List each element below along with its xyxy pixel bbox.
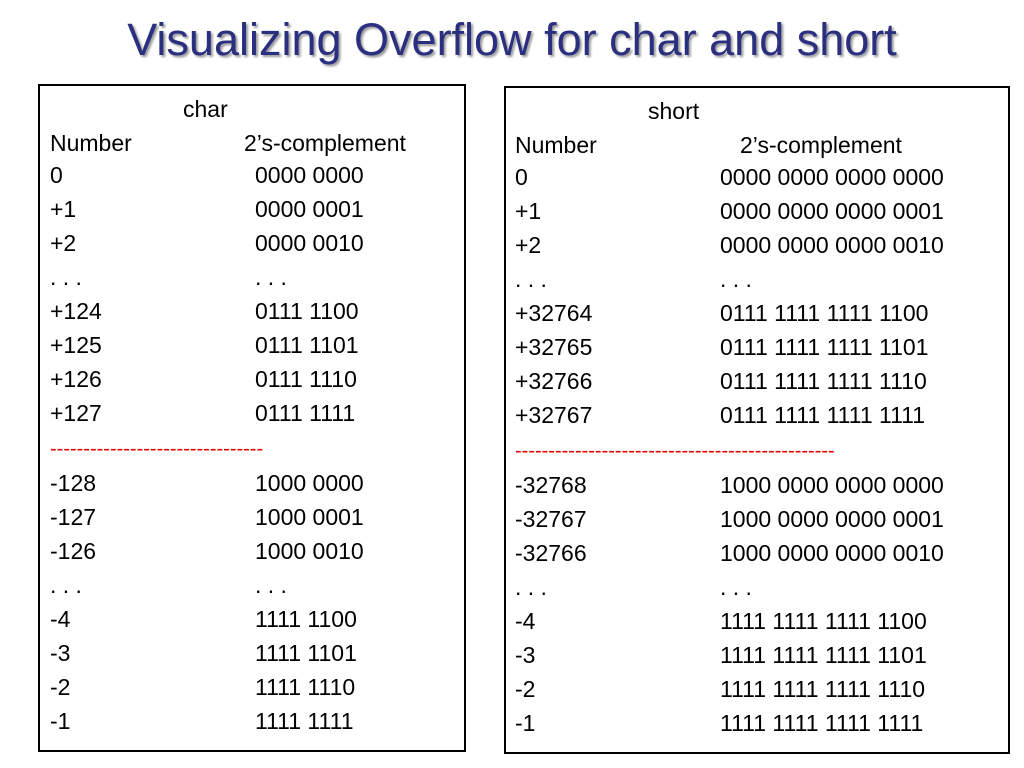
short-row [506,707,1008,741]
short-row [506,673,1008,707]
short-number-cell: -3 [515,642,536,668]
short-number-cell: 0 [515,164,528,190]
short-bits-cell: 0000 0000 0000 0001 [720,198,944,224]
char-number-cell: -128 [50,470,97,496]
char-bits-cell: 1111 1110 [255,674,356,700]
char-overflow-separator: -------------------------------- [50,438,264,460]
char-bits-cell: 0000 0001 [255,196,364,222]
short-row [506,263,1008,297]
short-bits-cell: . . . [720,574,752,600]
short-bits-cell: . . . [720,266,752,292]
char-row [40,261,464,295]
short-row [506,161,1008,195]
short-bits-cell: 0000 0000 0000 0010 [720,232,944,258]
short-bits-cell: 1000 0000 0000 0000 [720,472,944,498]
char-number-cell: -4 [50,606,71,632]
char-number-cell: +125 [50,332,102,358]
char-row [40,467,464,501]
char-number-cell: -126 [50,538,97,564]
short-row [506,331,1008,365]
short-row [506,537,1008,571]
char-bits-cell: 0000 0010 [255,230,364,256]
short-row [506,639,1008,673]
char-number-cell: -2 [50,674,71,700]
char-row [40,535,464,569]
short-row [506,365,1008,399]
short-number-header: Number [515,132,597,158]
short-row [506,229,1008,263]
short-bits-cell: 0111 1111 1111 1100 [720,300,929,326]
char-number-header: Number [50,130,132,156]
char-row [40,569,464,603]
short-number-cell: +32764 [515,300,593,326]
char-row [40,637,464,671]
char-number-cell: . . . [50,264,82,290]
char-row [40,193,464,227]
char-bits-cell: 1111 1101 [255,640,357,666]
char-bits-header: 2’s-complement [244,130,406,156]
char-table-panel [38,84,466,752]
char-row [40,363,464,397]
char-bits-cell: 0111 1101 [255,332,359,358]
char-bits-cell: 1000 0010 [255,538,364,564]
char-number-cell: -1 [50,708,71,734]
short-number-cell: +2 [515,232,542,258]
slide-title: Visualizing Overflow for char and short [127,14,897,65]
char-row [40,159,464,193]
short-bits-cell: 1111 1111 1111 1111 [720,710,924,736]
char-number-cell: +124 [50,298,102,324]
short-bits-cell: 1000 0000 0000 0001 [720,506,944,532]
short-type-label: short [648,98,700,124]
short-bits-cell: 0111 1111 1111 1111 [720,402,926,428]
short-bits-cell: 1111 1111 1111 1100 [720,608,927,634]
char-number-cell: +1 [50,196,77,222]
short-row [506,297,1008,331]
short-row [506,195,1008,229]
char-number-cell: +126 [50,366,102,392]
short-negative-rows [506,469,1008,741]
short-row [506,605,1008,639]
char-bits-cell: 1000 0000 [255,470,364,496]
short-number-cell: +32767 [515,402,593,428]
short-row [506,571,1008,605]
char-row [40,227,464,261]
char-type-label: char [183,96,228,122]
char-row [40,397,464,431]
char-bits-cell: 0000 0000 [255,162,364,188]
short-number-cell: -32766 [515,540,587,566]
short-number-cell: -32768 [515,472,587,498]
short-number-cell: . . . [515,574,547,600]
short-bits-cell: 1000 0000 0000 0010 [720,540,944,566]
short-row [506,399,1008,433]
short-number-cell: -2 [515,676,536,702]
char-bits-cell: . . . [255,264,287,290]
short-number-cell: -4 [515,608,536,634]
char-negative-rows [40,467,464,739]
short-number-cell: -32767 [515,506,587,532]
char-row [40,671,464,705]
char-bits-cell: 0111 1111 [255,400,356,426]
short-bits-cell: 0111 1111 1111 1110 [720,368,927,394]
short-number-cell: +32766 [515,368,593,394]
char-number-cell: +2 [50,230,77,256]
short-number-cell: . . . [515,266,547,292]
char-row [40,329,464,363]
short-row [506,503,1008,537]
char-bits-cell: 1111 1100 [255,606,357,632]
char-row [40,295,464,329]
char-row [40,603,464,637]
short-overflow-separator: ------------------------------------------------ [515,440,835,462]
char-number-cell: . . . [50,572,82,598]
short-positive-rows [506,161,1008,433]
char-row [40,501,464,535]
char-number-cell: -127 [50,504,97,530]
short-bits-cell: 1111 1111 1111 1101 [720,642,927,668]
char-positive-rows [40,159,464,431]
char-bits-cell: 0111 1110 [255,366,357,392]
short-row [506,469,1008,503]
short-table-panel [504,86,1010,754]
char-bits-cell: 0111 1100 [255,298,359,324]
char-number-cell: 0 [50,162,63,188]
char-bits-cell: . . . [255,572,287,598]
char-bits-cell: 1000 0001 [255,504,364,530]
short-number-cell: +1 [515,198,542,224]
short-bits-cell: 0111 1111 1111 1101 [720,334,929,360]
char-bits-cell: 1111 1111 [255,708,354,734]
short-number-cell: +32765 [515,334,593,360]
short-number-cell: -1 [515,710,536,736]
short-bits-header: 2’s-complement [740,132,902,158]
short-bits-cell: 0000 0000 0000 0000 [720,164,944,190]
short-bits-cell: 1111 1111 1111 1110 [720,676,926,702]
char-number-cell: +127 [50,400,102,426]
char-number-cell: -3 [50,640,71,666]
char-row [40,705,464,739]
